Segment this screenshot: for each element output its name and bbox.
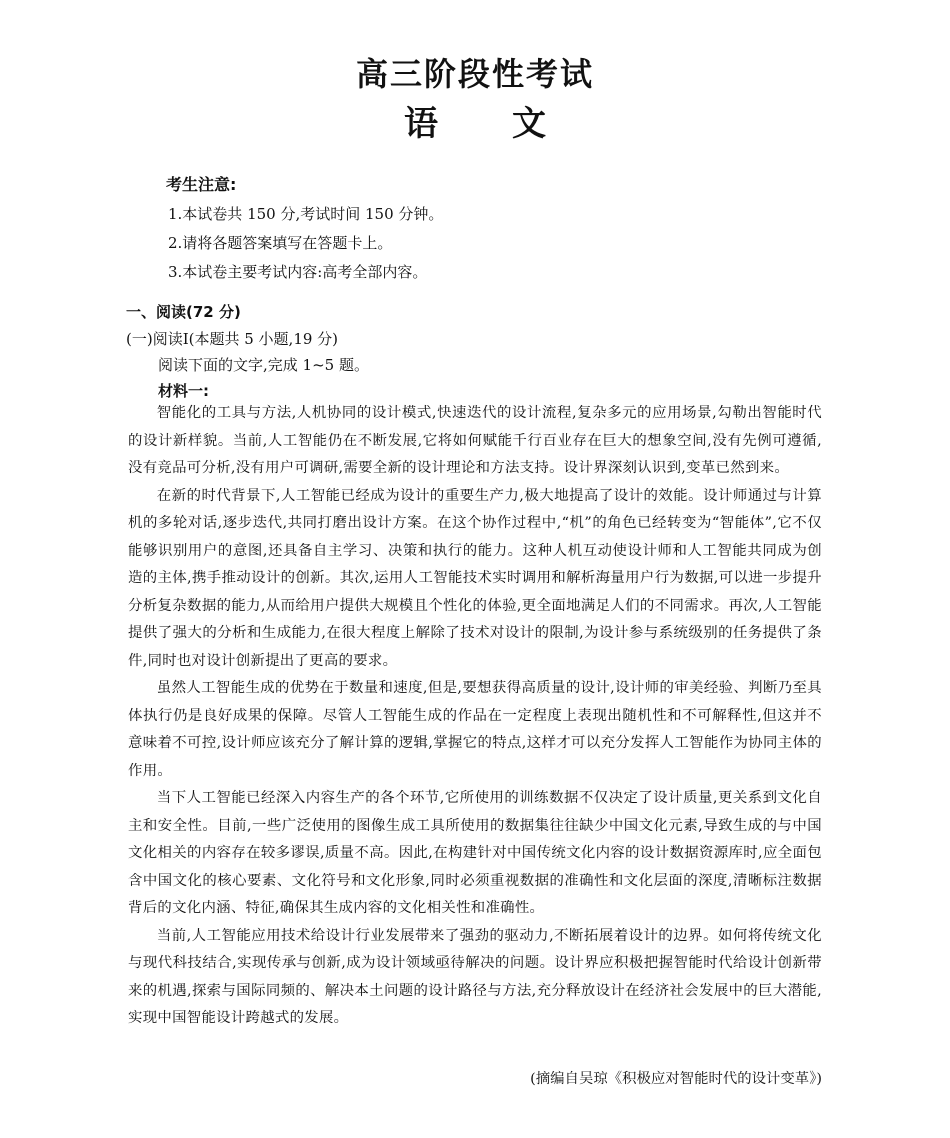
- reading-instruction: 阅读下面的文字,完成 1~5 题。: [158, 356, 369, 374]
- reading-section-header: [126, 298, 846, 404]
- candidate-notice: [166, 172, 866, 287]
- notice-item-3: 3.本试卷主要考试内容:高考全部内容。: [168, 263, 428, 281]
- notice-title: 考生注意:: [166, 175, 237, 194]
- material-label: 材料一:: [158, 382, 209, 400]
- subject-title: 语文: [404, 104, 620, 144]
- notice-item-1: 1.本试卷共 150 分,考试时间 150 分钟。: [168, 205, 444, 223]
- section-heading: 一、阅读(72 分): [126, 303, 241, 321]
- passage-source: (摘编自吴琼《积极应对智能时代的设计变革》): [530, 1071, 822, 1087]
- passage-paragraph-1: 智能化的工具与方法,人机协同的设计模式,快速迭代的设计流程,复杂多元的应用场景,勾勒出智能时代的设计新样貌。当前,人工智能仍在不断发展,它将如何赋能千行百业存在巨大的想象空间,没有先例可遵循,没有竞品可分析,没有用户可调研,需要全新的设计理论和方法支持。设计界深刻认识到,变革已然到来。: [128, 405, 822, 476]
- passage-paragraph-4: 当下人工智能已经深入内容生产的各个环节,它所使用的训练数据不仅决定了设计质量,更关系到文化自主和安全性。目前,一些广泛使用的图像生成工具所使用的数据集往往缺少中国文化元素,导致生成的与中国文化相关的内容存在较多谬误,质量不高。因此,在构建针对中国传统文化内容的设计数据资源库时,应全面包含中国文化的核心要素、文化符号和文化形象,同时必须重视数据的准确性和文化层面的深度,清晰标注数据背后的文化内涵、特征,确保其生成内容的文化相关性和准确性。: [128, 790, 822, 916]
- passage-paragraph-5: 当前,人工智能应用技术给设计行业发展带来了强劲的驱动力,不断拓展着设计的边界。如何将传统文化与现代科技结合,实现传承与创新,成为设计领域亟待解决的问题。设计界应积极把握智能时代给设计创新带来的机遇,探索与国际同频的、解决本土问题的设计路径与方法,充分释放设计在经济社会发展中的巨大潜能,实现中国智能设计跨越式的发展。: [128, 927, 822, 1026]
- passage-paragraph-2: 在新的时代背景下,人工智能已经成为设计的重要生产力,极大地提高了设计的效能。设计师通过与计算机的多轮对话,逐步迭代,共同打磨出设计方案。在这个协作过程中,“机”的角色已经转变为“智能体”,它不仅能够识别用户的意图,还具备自主学习、决策和执行的能力。这种人机互动使设计师和人工智能共同成为创造的主体,携手推动设计的创新。其次,运用人工智能技术实时调用和解析海量用户行为数据,可以进一步提升分析复杂数据的能力,从而给用户提供大规模且个性化的体验,更全面地满足人们的不同需求。再次,人工智能提供了强大的分析和生成能力,在很大程度上解除了技术对设计的限制,为设计参与系统级别的任务提供了条件,同时也对设计创新提出了更高的要求。: [128, 487, 822, 669]
- notice-item-2: 2.请将各题答案填写在答题卡上。: [168, 234, 393, 252]
- reading-passage: [128, 400, 822, 1033]
- exam-title: 高三阶段性考试: [355, 55, 594, 93]
- passage-paragraph-3: 虽然人工智能生成的优势在于数量和速度,但是,要想获得高质量的设计,设计师的审美经验、判断乃至具体执行仍是良好成果的保障。尽管人工智能生成的作品在一定程度上表现出随机性和不可解释性,但这并不意味着不可控,设计师应该充分了解计算的逻辑,掌握它的特点,这样才可以充分发挥人工智能作为协同主体的作用。: [128, 680, 822, 779]
- sub-section-heading: (一)阅读Ⅰ(本题共 5 小题,19 分): [126, 330, 339, 348]
